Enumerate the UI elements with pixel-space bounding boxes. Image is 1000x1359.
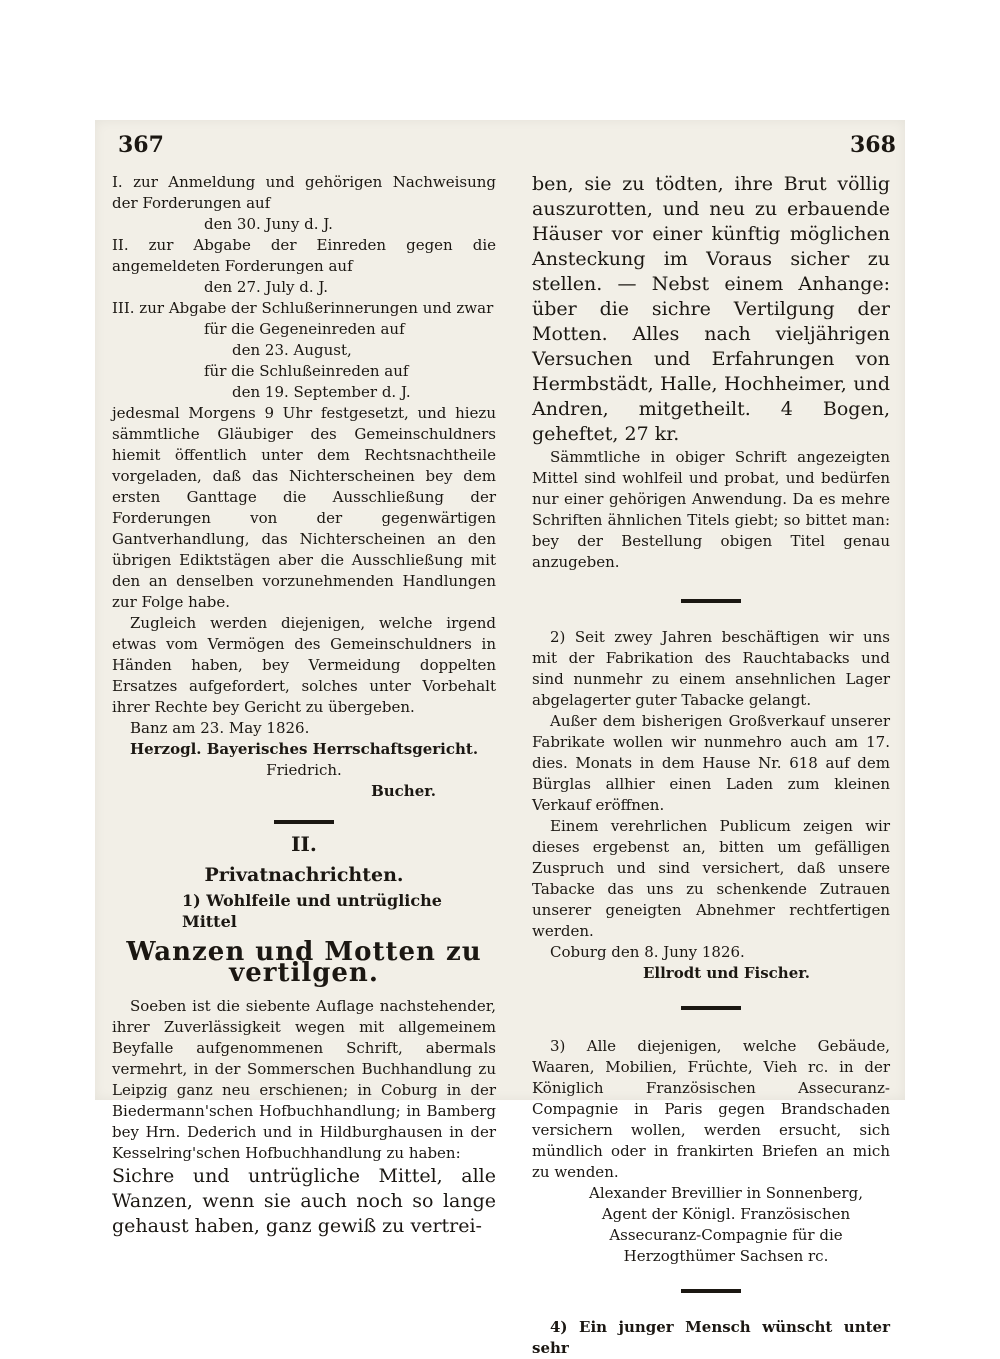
deadline-1-date: den 30. Juny d. J. [204,215,333,233]
section-title: Privatnachrichten. [204,864,404,886]
deadline-2: II. zur Abgabe der Einreden gegen die angemeldeten Forderungen auf [112,236,496,275]
section-divider [274,820,334,824]
divider-2 [681,1006,741,1010]
tobacco-paragraph-2: Außer dem bisherigen Großverkauf unserer Fabrikate wollen wir nunmehro auch am 17. dies. Monats in dem Hause Nr. 618 auf dem Bürglas allhier einen Laden zum kleinen Verkauf eröffnen. [532,712,890,814]
young-man-paragraph: 4) Ein junger Mensch wünscht unter sehr [532,1318,890,1357]
deadline-3a-date: den 23. August, [232,341,352,359]
book-title-paragraph: Sichre und untrügliche Mittel, alle Wanzen, wenn sie auch noch so lange gehaust haben, ganz gewiß zu vertrei- [112,1165,496,1237]
agent-signature [532,1183,890,1267]
agent-title: Agent der Königl. Französischen Assecuranz-Compagnie für die Herzogthümer Sachsen rc. [601,1205,851,1265]
page-number-left: 367 [118,132,164,158]
book-title-continuation: ben, sie zu tödten, ihre Brut völlig auszurotten, und neu zu erbauende Häuser vor einer künftig möglichen Ansteckung im Voraus sicher zu stellen. — Nebst einem Anhange: über die sichre Vertilgung der Motten. Alles nach vieljährigen Versuchen und Erfahrungen von Hermbstädt, Halle, Hochheimer, und Andren, mitgetheilt. 4 Bogen, geheftet, 27 kr. [532,173,890,445]
remedy-paragraph: Sämmtliche in obiger Schrift angezeigten Mittel sind wohlfeil und probat, und bedürfen nur einer gehörigen Anwendung. Da es mehre Schriften ähnlichen Titels giebt; so bittet man: bey der Bestellung obigen Titel genau anzugeben. [532,448,890,571]
book-advert-paragraph: Soeben ist die siebente Auflage nachstehender, ihrer Zuverlässigkeit wegen mit allgemeinem Beyfalle aufgenommenen Schrift, abermals vermehrt, in der Sommerschen Buchhandlung zu Leipzig ganz neu erschienen; in Coburg in der Biedermann'schen Hofbuchhandlung; in Bamberg bey Hrn. Dederich und in Hildburghausen in der Kesselring'schen Hofbuchhandlung zu haben: [112,997,496,1162]
tobacco-paragraph-3: Einem verehrlichen Publicum zeigen wir dieses ergebenst an, bitten um gefälligen Zuspruch und sind versichert, daß unsere Tabacke das uns zu schenkende Zutrauen unserer geneigten Abnehmer rechtfertigen werden. [532,817,890,940]
deadline-3a: für die Gegeneinreden auf [204,320,405,338]
item-title: Wanzen und Motten zu vertilgen. [126,937,482,988]
tobacco-signers: Ellrodt und Fischer. [642,964,810,982]
agent-name: Alexander Brevillier in Sonnenberg, [589,1184,863,1202]
insurance-paragraph: 3) Alle diejenigen, welche Gebäude, Waaren, Mobilien, Früchte, Vieh rc. in der Königlich Französischen Assecuranz-Compagnie in Paris gegen Brandschaden versichern wollen, werden ersucht, sich mündlich oder in frankirten Briefen an mich zu wenden. [532,1037,890,1181]
debtor-paragraph: Zugleich werden diejenigen, welche irgend etwas vom Vermögen des Gemeinschuldners in Händen haben, bey Vermeidung doppelten Ersatzes aufgefordert, solches unter Vorbehalt ihrer Rechte bey Gericht zu übergeben. [112,614,496,716]
divider-1 [681,599,741,603]
tobacco-paragraph-1: 2) Seit zwey Jahren beschäftigen wir uns mit der Fabrikation des Rauchtabacks und sind nunmehr zu einem ansehnlichen Lager abgelagerter guter Tabacke gelangt. [532,628,890,709]
place-date: Banz am 23. May 1826. [130,719,310,737]
right-column [532,172,890,1359]
court-name: Herzogl. Bayerisches Herrschaftsgericht. [129,740,479,758]
signature-friedrich: Friedrich. [266,761,342,779]
item-heading: 1) Wohlfeile und untrügliche Mittel [182,891,442,931]
deadline-3: III. zur Abgabe der Schlußerinnerungen und zwar [112,299,494,317]
divider-3 [681,1289,741,1293]
deadline-2-date: den 27. July d. J. [204,278,328,296]
left-column [112,172,496,1239]
deadline-3b: für die Schlußeinreden auf [204,362,409,380]
page-number-right: 368 [850,132,896,158]
summons-paragraph: jedesmal Morgens 9 Uhr festgesetzt, und hiezu sämmtliche Gläubiger des Gemeinschuldners hiemit öffentlich unter dem Rechtsnachtheile vorgeladen, daß das Nichterscheinen bey dem ersten Ganttage die Ausschließung der Forderungen von der gegenwärtigen Gantverhandlung, das Nichterscheinen an den übrigen Ediktstägen aber die Ausschließung mit den an denselben vorzunehmenden Handlungen zur Folge habe. [112,404,496,611]
section-number: II. [291,832,317,856]
deadline-3b-date: den 19. September d. J. [232,383,411,401]
tobacco-place-date: Coburg den 8. Juny 1826. [550,943,745,961]
deadline-1: I. zur Anmeldung und gehörigen Nachweisung der Forderungen auf [112,173,496,212]
signature-bucher: Bucher. [371,782,436,800]
